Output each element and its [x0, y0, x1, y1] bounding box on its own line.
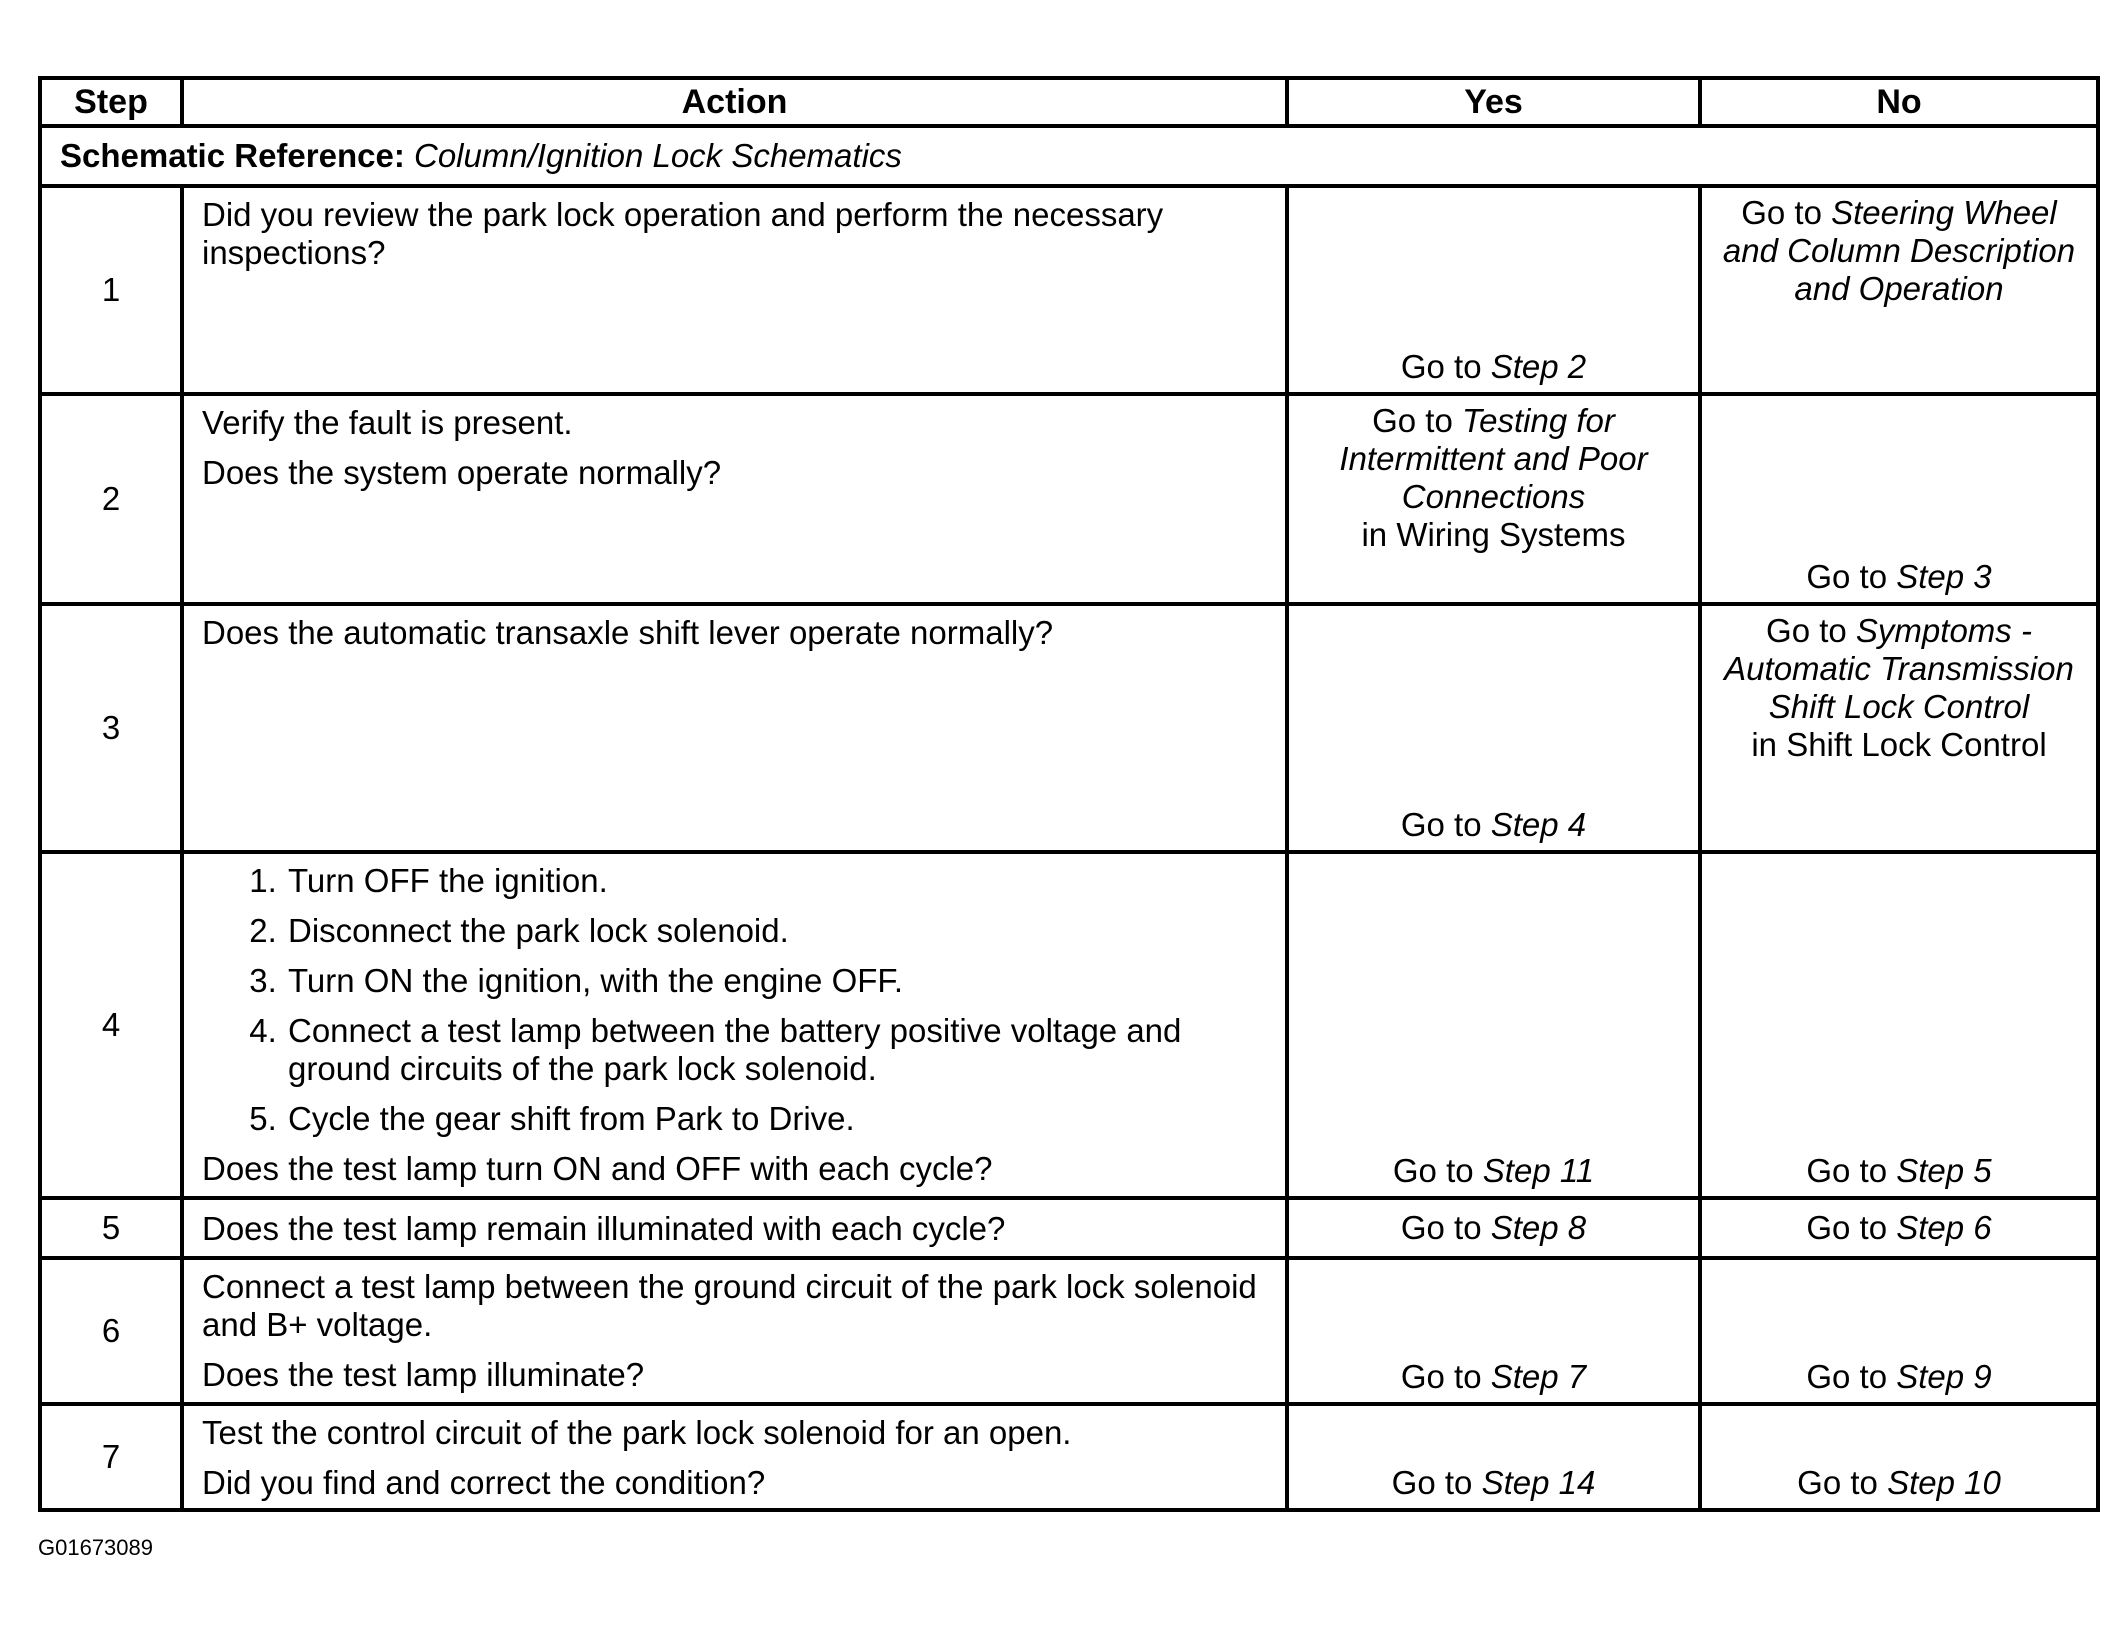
no-link[interactable]: Steering Wheel and Column Description and Operation: [1722, 194, 2076, 307]
yes-prefix: Go to: [1400, 806, 1491, 843]
schematic-reference-label: Schematic Reference:: [60, 137, 405, 174]
substep-item: 3. Turn ON the ignition, with the engine OFF.: [286, 962, 1271, 1000]
no-cell: [1700, 1198, 2098, 1258]
no-link[interactable]: Step 10: [1887, 1464, 2001, 1501]
schematic-reference: [40, 126, 2098, 186]
no-prefix: Go to: [1806, 558, 1897, 595]
table-row: [40, 1404, 2098, 1510]
yes-suffix: in Wiring Systems: [1361, 516, 1626, 553]
action-cell: [182, 852, 1287, 1198]
no-prefix: Go to: [1806, 1209, 1897, 1246]
header-no: No: [1700, 78, 2098, 126]
yes-link[interactable]: Testing for Intermittent and Poor Connections: [1339, 402, 1648, 515]
yes-cell: [1287, 852, 1700, 1198]
step-number: 7: [40, 1404, 182, 1510]
no-link[interactable]: Step 6: [1896, 1209, 1992, 1246]
action-question: Does the test lamp remain illuminated with each cycle?: [202, 1210, 1006, 1247]
action-cell: [182, 186, 1287, 394]
action-question: Does the test lamp illuminate?: [202, 1356, 645, 1393]
yes-prefix: Go to: [1392, 1152, 1483, 1189]
action-cell: [182, 1198, 1287, 1258]
no-cell: [1700, 186, 2098, 394]
yes-link[interactable]: Step 7: [1490, 1358, 1587, 1395]
table-row: [40, 394, 2098, 604]
action-cell: [182, 394, 1287, 604]
step-number: 5: [40, 1198, 182, 1258]
no-prefix: Go to: [1806, 1358, 1897, 1395]
no-link[interactable]: Step 5: [1896, 1152, 1992, 1189]
no-cell: [1700, 852, 2098, 1198]
yes-link[interactable]: Step 4: [1490, 806, 1587, 843]
table-row: [40, 1258, 2098, 1404]
yes-cell: [1287, 604, 1700, 852]
header-row: [40, 78, 2098, 126]
yes-link[interactable]: Step 14: [1481, 1464, 1596, 1501]
table-row: [40, 1198, 2098, 1258]
table-row: [40, 852, 2098, 1198]
no-link[interactable]: Step 9: [1896, 1358, 1992, 1395]
no-link[interactable]: Symptoms - Automatic Transmission Shift Lock Control: [1724, 612, 2074, 725]
step-number: 3: [40, 604, 182, 852]
action-text: Test the control circuit of the park lock solenoid for an open.: [202, 1414, 1072, 1451]
no-prefix: Go to: [1797, 1464, 1888, 1501]
yes-link[interactable]: Step 11: [1482, 1152, 1595, 1189]
step-number: 2: [40, 394, 182, 604]
yes-prefix: Go to: [1400, 1358, 1491, 1395]
no-cell: [1700, 1258, 2098, 1404]
action-text: Does the automatic transaxle shift lever operate normally?: [202, 614, 1054, 651]
no-prefix: Go to: [1741, 194, 1832, 231]
header-step: Step: [40, 78, 182, 126]
substep-item: 5. Cycle the gear shift from Park to Drive.: [286, 1100, 1271, 1138]
yes-cell: [1287, 186, 1700, 394]
yes-link[interactable]: Step 2: [1490, 348, 1587, 385]
yes-prefix: Go to: [1372, 402, 1462, 439]
yes-cell: [1287, 394, 1700, 604]
yes-cell: [1287, 1258, 1700, 1404]
substep-item: 4. Connect a test lamp between the battery positive voltage and ground circuits of the park lock solenoid.: [286, 1012, 1271, 1088]
action-cell: [182, 604, 1287, 852]
action-text: Connect a test lamp between the ground circuit of the park lock solenoid and B+ voltage.: [202, 1268, 1257, 1343]
table-row: [40, 604, 2098, 852]
no-prefix: Go to: [1766, 612, 1856, 649]
yes-link[interactable]: Step 8: [1490, 1209, 1587, 1246]
no-cell: [1700, 604, 2098, 852]
yes-cell: [1287, 1404, 1700, 1510]
schematic-reference-link[interactable]: Column/Ignition Lock Schematics: [414, 137, 902, 174]
action-question: Does the system operate normally?: [202, 454, 722, 491]
action-question: Does the test lamp turn ON and OFF with each cycle?: [202, 1150, 993, 1187]
no-prefix: Go to: [1806, 1152, 1897, 1189]
no-cell: [1700, 394, 2098, 604]
yes-prefix: Go to: [1400, 1209, 1491, 1246]
header-action: Action: [182, 78, 1287, 126]
substep-item: 1. Turn OFF the ignition.: [286, 862, 1271, 900]
action-text: Did you review the park lock operation and perform the necessary inspections?: [202, 196, 1164, 271]
table-row: [40, 186, 2098, 394]
figure-id: G01673089: [38, 1535, 153, 1560]
yes-prefix: Go to: [1391, 1464, 1482, 1501]
diagnostic-table: [38, 76, 2100, 1512]
no-suffix: in Shift Lock Control: [1751, 726, 2047, 763]
yes-cell: [1287, 1198, 1700, 1258]
substep-item: 2. Disconnect the park lock solenoid.: [286, 912, 1271, 950]
step-number: 4: [40, 852, 182, 1198]
step-number: 1: [40, 186, 182, 394]
action-cell: [182, 1258, 1287, 1404]
action-cell: [182, 1404, 1287, 1510]
step-number: 6: [40, 1258, 182, 1404]
action-question: Did you find and correct the condition?: [202, 1464, 766, 1501]
header-yes: Yes: [1287, 78, 1700, 126]
no-cell: [1700, 1404, 2098, 1510]
action-text: Verify the fault is present.: [202, 404, 573, 441]
no-link[interactable]: Step 3: [1896, 558, 1992, 595]
schematic-reference-row: [40, 126, 2098, 186]
yes-prefix: Go to: [1400, 348, 1491, 385]
substep-list: [202, 862, 1271, 1138]
